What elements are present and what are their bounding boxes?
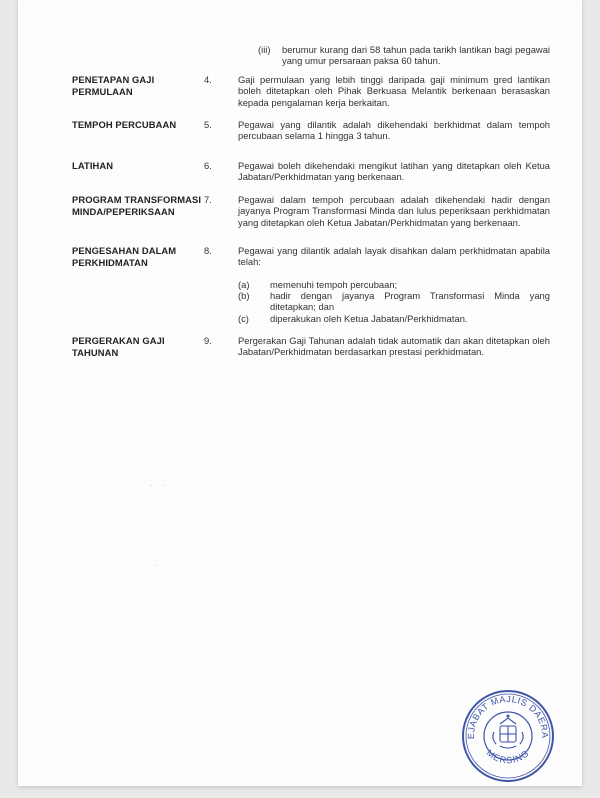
section-8-heading: PENGESAHAN DALAM PERKHIDMATAN — [72, 245, 177, 268]
section-4-heading: PENETAPAN GAJI PERMULAAN — [72, 74, 155, 97]
section-6-text: Pegawai boleh dikehendaki mengikut latihan yang ditetapkan oleh Ketua Jabatan/Perkhidmatan yang berkenaan. — [238, 160, 550, 183]
section-7-text: Pegawai dalam tempoh percubaan adalah dikehendaki hadir dengan jayanya Program Transformasi Minda dan lulus peperiksaan perkhidmatan yang ditetapkan oleh Ketua Jabatan/Perkhidmatan yang berkenaan. — [238, 194, 550, 228]
section-6-number: 6. — [204, 160, 212, 171]
section-9-heading: PERGERAKAN GAJI TAHUNAN — [72, 335, 165, 358]
stamp-bottom-text: MERSING — [484, 747, 532, 766]
section-4-number: 4. — [204, 74, 212, 85]
section-9-number: 9. — [204, 335, 212, 346]
stamp-top-text: EJABAT MAJLIS DAERA — [465, 693, 551, 740]
section-8-text: Pegawai yang dilantik adalah layak disahkan dalam perkhidmatan apabila telah: — [238, 245, 550, 268]
bleed-through-mark: · — [154, 560, 160, 570]
official-stamp — [460, 688, 556, 784]
section-5-number: 5. — [204, 119, 212, 130]
svg-text:PEJABAT MAJLIS DAERAH — [460, 688, 550, 739]
section-5-text: Pegawai yang dilantik adalah dikehendaki berkhidmat dalam tempoh percubaan selama 1 hingga 3 tahun. — [238, 119, 550, 142]
section-8-item-c-marker: (c) — [238, 313, 249, 324]
section-5-heading: TEMPOH PERCUBAAN — [72, 119, 177, 130]
section-8-number: 8. — [204, 245, 212, 256]
section-8-item-a-text: memenuhi tempoh percubaan; — [270, 279, 398, 290]
section-8-item-b-text: hadir dengan jayanya Program Transformasi Minda yang ditetapkan; dan — [270, 290, 550, 313]
section-7-heading: PROGRAM TRANSFORMASI MINDA/PEPERIKSAAN — [72, 194, 202, 217]
bleed-through-mark: · · — [150, 480, 168, 490]
section-4-text: Gaji permulaan yang lebih tinggi daripada gaji minimum gred lantikan boleh ditetapkan oleh Pihak Berkuasa Melantik berkenaan berasaskan kepada pengalaman kerja berkaitan. — [238, 74, 550, 108]
section-8-item-a-marker: (a) — [238, 279, 250, 290]
item-iii-marker: (iii) — [258, 44, 271, 55]
section-9-text: Pergerakan Gaji Tahunan adalah tidak automatik dan akan ditetapkan oleh Jabatan/Perkhidmatan berdasarkan prestasi perkhidmatan. — [238, 335, 550, 358]
svg-text:MERSING — [485, 748, 532, 766]
item-iii-text: berumur kurang dari 58 tahun pada tarikh lantikan bagi pegawai yang umur persaraan paksa 60 tahun. — [282, 44, 550, 67]
section-6-heading: LATIHAN — [72, 160, 114, 171]
section-7-number: 7. — [204, 194, 212, 205]
section-8-item-c-text: diperakukan oleh Ketua Jabatan/Perkhidmatan. — [270, 313, 468, 324]
section-8-item-b-marker: (b) — [238, 290, 250, 301]
stamp-seal-icon — [460, 688, 556, 784]
document-page — [18, 0, 582, 786]
